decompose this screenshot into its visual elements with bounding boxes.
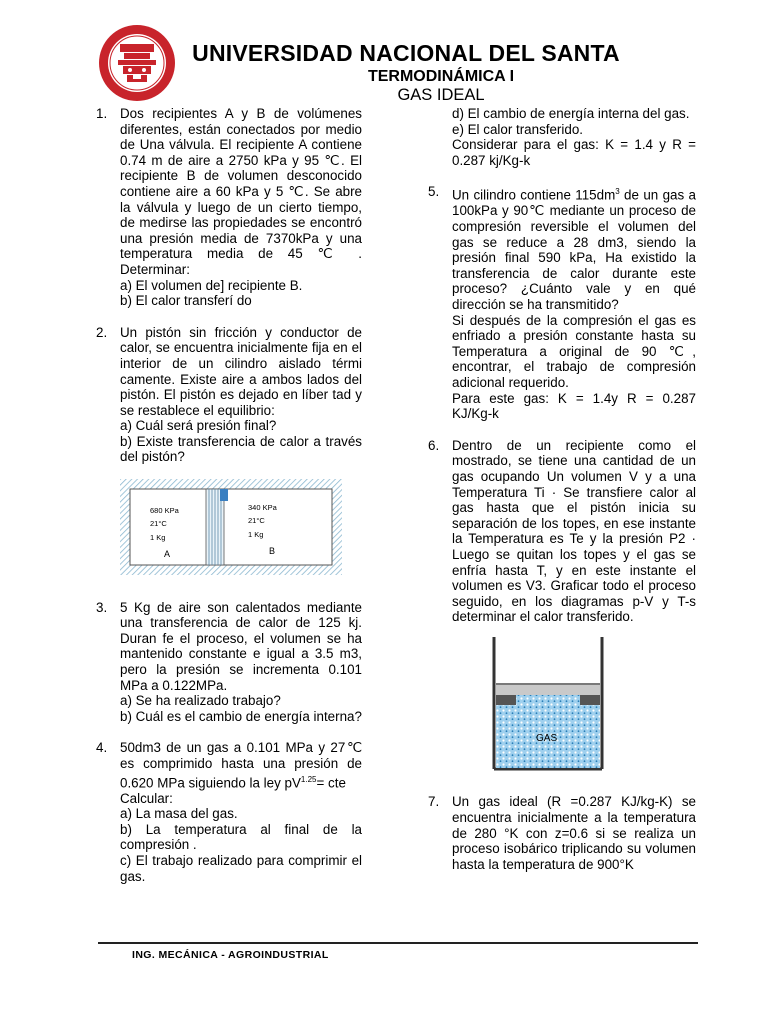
question-b: b) El calor transferí do xyxy=(120,293,252,309)
problem-5 xyxy=(428,184,696,421)
problem-number: 4. xyxy=(96,740,108,756)
footer-text: ING. MECÁNICA - AGROINDUSTRIAL xyxy=(132,949,329,961)
stop-left xyxy=(496,695,516,705)
piston-pin xyxy=(220,489,228,501)
problem-statement: Dos recipientes A y B de volúmenes diferentes, están conectados por medio de Una válvula. El recipiente A contiene 0.74 m de aire a 2750 kPa y 95 ℃. El recipiente B de volumen desconocido contiene aire a 60 kPa y 5 ℃. Se abre la válvula y luego de un cierto tiempo, de medirse las propiedades se encontró una presión media de 7370kPa y una temperatura media de 45 ℃ . Determinar: xyxy=(120,106,362,277)
footer-divider xyxy=(98,942,698,944)
university-seal-logo xyxy=(98,24,176,102)
gas-container-diagram xyxy=(490,637,620,781)
problem-statement-2: Si después de la compresión el gas es enfriado a presión constante hasta su Temperatura a original de 90 ℃, encontrar, el trabajo de compresión adicional requerido. xyxy=(452,312,696,390)
chamber-b-pressure: 340 KPa xyxy=(248,503,277,513)
chamber-b-temperature: 21°C xyxy=(248,516,265,526)
university-name: UNIVERSIDAD NACIONAL DEL SANTA xyxy=(192,40,620,66)
problem-4-continued xyxy=(428,106,696,168)
exponent: 3 xyxy=(615,187,620,197)
question-a: a) Cuál será presión final? xyxy=(120,418,277,434)
gas-label: GAS xyxy=(536,732,558,744)
exponent: 1.25 xyxy=(300,774,317,784)
problem-1 xyxy=(96,106,362,309)
problem-statement: Un gas ideal (R =0.287 KJ/kg-K) se encuentra inicialmente a la temperatura de 280 °K con z=0.6 si se realiza un proceso isobárico triplicando su volumen hasta la temperatura de 900°K xyxy=(452,794,696,872)
problem-statement: Un pistón sin fricción y conductor de calor, se encuentra inicialmente fija en el interior de un cilindro aislado térmi camente. Existe aire a ambos lados del pistón. El pistón es dejado en líber tad y se restablece el equilibrio: xyxy=(120,324,362,418)
chamber-a-mass: 1 Kg xyxy=(150,533,166,543)
right-column xyxy=(428,106,696,872)
course-title: TERMODINÁMICA I xyxy=(367,68,515,85)
question-a: a) Se ha realizado trabajo? xyxy=(120,693,281,709)
problem-6 xyxy=(428,438,696,625)
question-d: d) El cambio de energía interna del gas. xyxy=(452,106,690,121)
question-c: c) El trabajo realizado para comprimir el gas. xyxy=(120,853,362,884)
gas-constants: Considerar para el gas: K = 1.4 y R = 0.287 kj/Kg-k xyxy=(452,137,696,168)
problem-3 xyxy=(96,600,362,725)
calc-heading: Calcular: xyxy=(120,790,173,806)
question-a: a) La masa del gas. xyxy=(120,806,238,822)
problem-number: 3. xyxy=(96,599,108,615)
chamber-b-label: B xyxy=(269,546,276,557)
chamber-b-mass: 1 Kg xyxy=(248,530,264,540)
chamber-a-pressure: 680 KPa xyxy=(150,506,179,516)
question-b: b) Existe transferencia de calor a través del pistón? xyxy=(120,433,362,465)
chamber-a-label: A xyxy=(164,549,171,560)
problem-statement: Un cilindro contiene $115dm^3$ de un gas a 100kPa y 90℃ mediante un proceso de compresión reversible el volumen del gas se reduce a 28 dm3, siendo la presión final 590 kPa, Ha existido la transferencia de calor durante este proceso? ¿Cuánto vale y en qué dirección se ha transmitido? xyxy=(452,187,696,312)
question-a: a) El volumen de] recipiente B. xyxy=(120,277,303,293)
problem-statement: 50dm3 de un gas a 0.101 MPa y 27℃ es comprimido hasta una presión de 0.620 MPa siguiendo la ley $pV^{1.25}=$ cte xyxy=(120,740,362,791)
problem-statement: 5 Kg de aire son calentados mediante una transferencia de calor de 125 kj. Duran fe el proceso, el volumen se ha mantenido constante e igual a 3.5 m3, pero la presión se incrementa 0.101 MPa a 0.122MPa. xyxy=(120,599,362,693)
problem-statement: Dentro de un recipiente como el mostrado, se tiene una cantidad de un gas ocupando Un volumen V y a una Temperatura Ti · Se transfiere calor al gas hasta que el pistón inicia su separación de los topes, en ese instante la Temperatura es Te y la presión P2 · Luego se quitan los topes y el gas se enfría hasta T, y en este instante el volumen es V3. Graficar todo el proceso seguido, en los diagramas p-V y T-s determinar el calor transferido. xyxy=(452,437,696,625)
topic-title: GAS IDEAL xyxy=(397,86,485,104)
problem-number: 7. xyxy=(428,794,440,810)
question-b: b) La temperatura al final de la compresión . xyxy=(120,821,362,853)
question-b: b) Cuál es el cambio de energía interna? xyxy=(120,708,362,724)
stop-right xyxy=(580,695,600,705)
problem-2 xyxy=(96,325,362,465)
problem-7 xyxy=(428,794,696,872)
problem-statement-3: Para este gas: K = 1.4y R = 0.287 KJ/Kg-k xyxy=(452,390,696,422)
problem-number: 1. xyxy=(96,106,108,121)
problem-number: 2. xyxy=(96,324,108,340)
chamber-a-temperature: 21°C xyxy=(150,519,167,529)
problem-4 xyxy=(96,740,362,884)
problem-number: 6. xyxy=(428,437,440,453)
problem-number: 5. xyxy=(428,184,440,200)
question-e: e) El calor transferido. xyxy=(452,121,583,137)
piston-cylinder-diagram xyxy=(120,479,342,575)
left-column xyxy=(96,106,362,884)
